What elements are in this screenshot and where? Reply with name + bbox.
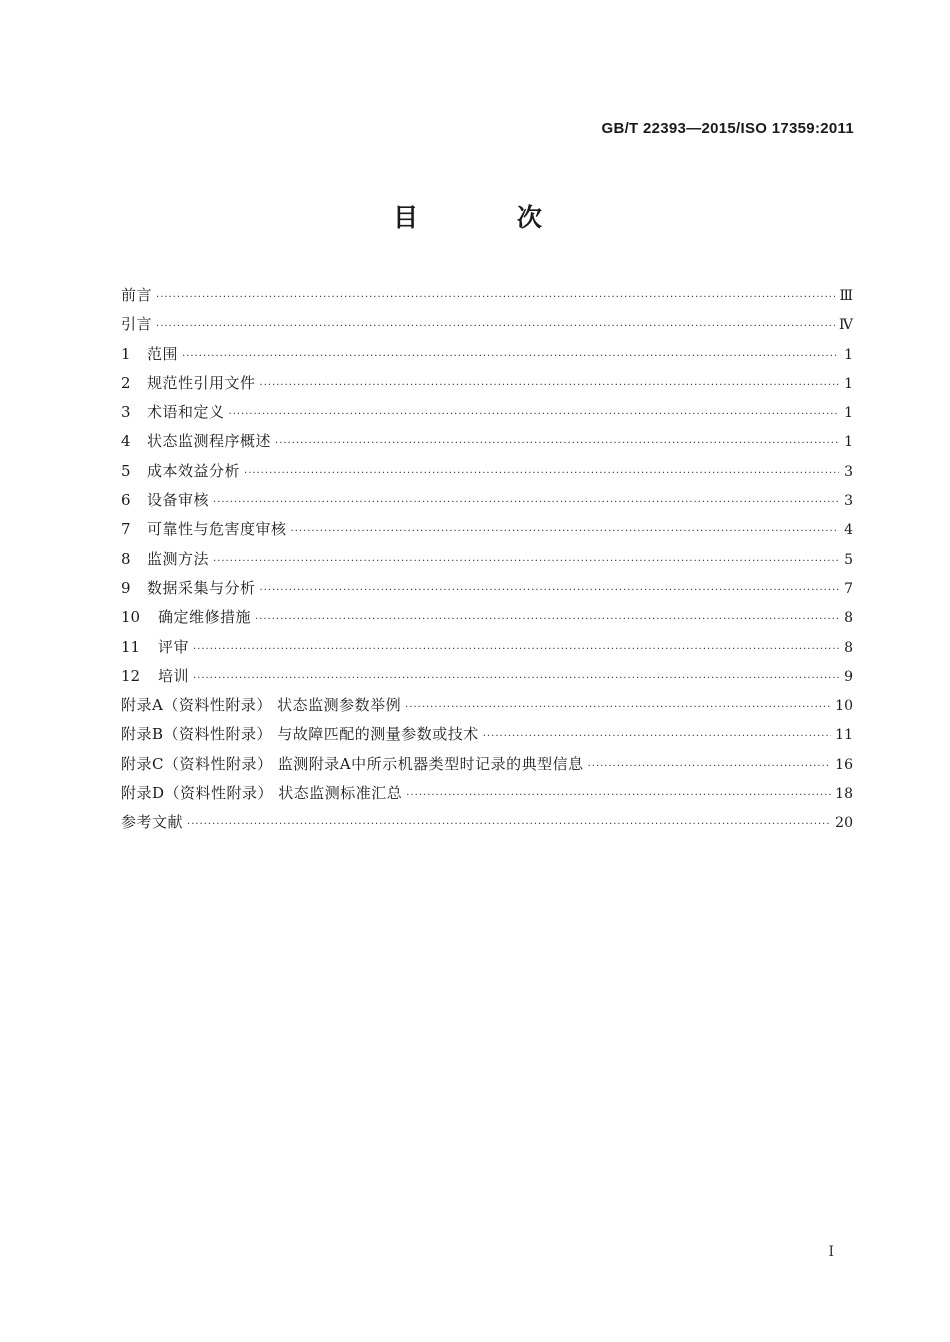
toc-entry-label: 可靠性与危害度审核	[147, 520, 287, 539]
toc-entry-terms-definitions[interactable]	[121, 398, 853, 427]
toc-entry-label: 引言	[121, 315, 153, 334]
toc-entry-label: 术语和定义	[147, 403, 225, 422]
toc-entry-equipment-audit[interactable]	[121, 486, 853, 515]
dot-leader	[193, 635, 839, 664]
toc-entry-annex-b[interactable]	[121, 720, 853, 749]
dot-leader	[260, 371, 839, 400]
toc-entry-annex-d[interactable]	[121, 779, 853, 808]
toc-entry-label: 培训	[158, 666, 190, 685]
toc-entry-label: 评审	[158, 637, 190, 656]
toc-entry-number: 4	[121, 432, 131, 451]
dot-leader	[193, 664, 839, 693]
toc-entry-page: 9	[844, 668, 853, 685]
dot-leader	[182, 342, 839, 371]
dot-leader	[187, 810, 831, 839]
toc-entry-number: 2	[121, 373, 131, 392]
toc-entry-page: Ⅳ	[839, 317, 853, 334]
toc-entry-introduction[interactable]	[121, 310, 853, 339]
toc-entry-label: 附录A（资料性附录） 状态监测参数举例	[121, 696, 402, 715]
toc-entry-label: 附录C（资料性附录） 监测附录A中所示机器类型时记录的典型信息	[121, 754, 584, 773]
toc-title: 目 次	[393, 203, 587, 232]
dot-leader	[213, 488, 839, 517]
dot-leader	[229, 400, 839, 429]
toc-entry-label: 确定维修措施	[158, 608, 252, 627]
toc-entry-annex-c[interactable]	[121, 750, 853, 779]
toc-entry-label: 附录B（资料性附录） 与故障匹配的测量参数或技术	[121, 725, 479, 744]
toc-entry-page: 4	[844, 522, 853, 539]
dot-leader	[291, 517, 839, 546]
toc-entry-page: 16	[835, 756, 853, 773]
toc-entry-label: 状态监测程序概述	[147, 432, 272, 451]
toc-entry-data-acquisition[interactable]	[121, 574, 853, 603]
toc-entry-label: 前言	[121, 286, 153, 304]
toc-entry-number: 3	[121, 403, 131, 422]
dot-leader	[275, 429, 839, 458]
toc-entry-annex-a[interactable]	[121, 691, 853, 720]
toc-entry-label: 规范性引用文件	[147, 373, 256, 392]
toc-entry-label: 数据采集与分析	[147, 578, 256, 597]
toc-entry-reliability-audit[interactable]	[121, 515, 853, 544]
toc-entry-procedure-overview[interactable]	[121, 427, 853, 456]
toc-entry-number: 11	[121, 637, 141, 656]
toc-entry-page: 5	[844, 551, 853, 568]
toc-entry-label: 附录D（资料性附录） 状态监测标准汇总	[121, 784, 403, 803]
dot-leader	[588, 752, 832, 781]
dot-leader	[405, 693, 831, 722]
toc-entry-bibliography[interactable]	[121, 808, 853, 837]
dot-leader	[406, 781, 831, 810]
toc-entry-page: 18	[835, 786, 853, 803]
toc-entry-maintenance-action[interactable]	[121, 603, 853, 632]
toc-entry-label: 设备审核	[147, 491, 210, 510]
toc-entry-number: 6	[121, 491, 131, 510]
toc-entry-number: 7	[121, 520, 131, 539]
dot-leader	[156, 283, 835, 312]
dot-leader	[483, 722, 831, 751]
toc-entry-scope[interactable]	[121, 340, 853, 369]
toc-entry-normative-references[interactable]	[121, 369, 853, 398]
toc-entry-label: 监测方法	[147, 549, 210, 568]
dot-leader	[244, 459, 839, 488]
table-of-contents	[121, 281, 853, 838]
dot-leader	[213, 547, 839, 576]
toc-entry-page: 3	[844, 463, 853, 480]
page-number: I	[828, 1244, 834, 1260]
dot-leader	[255, 605, 839, 634]
toc-entry-page: 1	[844, 434, 853, 451]
toc-entry-page: 20	[835, 815, 853, 832]
toc-entry-page: 3	[844, 493, 853, 510]
toc-entry-page: 7	[844, 580, 853, 597]
toc-entry-page: 11	[835, 727, 853, 744]
toc-entry-number: 8	[121, 549, 131, 568]
dot-leader	[260, 576, 839, 605]
toc-entry-number: 5	[121, 461, 131, 480]
toc-entry-label: 范围	[147, 344, 179, 363]
toc-entry-page: Ⅲ	[839, 288, 853, 304]
toc-entry-label: 成本效益分析	[147, 461, 241, 480]
toc-entry-page: 1	[844, 375, 853, 392]
toc-entry-cost-benefit[interactable]	[121, 457, 853, 486]
toc-entry-foreword[interactable]	[121, 281, 853, 310]
toc-entry-number: 1	[121, 344, 131, 363]
toc-entry-review[interactable]	[121, 633, 853, 662]
toc-entry-page: 8	[844, 610, 853, 627]
toc-entry-page: 1	[844, 346, 853, 363]
standard-code: GB/T 22393—2015/ISO 17359:2011	[601, 120, 854, 137]
dot-leader	[156, 312, 835, 341]
toc-entry-monitoring-method[interactable]	[121, 545, 853, 574]
toc-entry-number: 10	[121, 608, 141, 627]
toc-entry-page: 8	[844, 639, 853, 656]
toc-entry-page: 10	[835, 698, 853, 715]
toc-entry-number: 9	[121, 578, 131, 597]
toc-entry-number: 12	[121, 666, 141, 685]
toc-entry-training[interactable]	[121, 662, 853, 691]
toc-entry-label: 参考文献	[121, 813, 184, 832]
toc-entry-page: 1	[844, 405, 853, 422]
